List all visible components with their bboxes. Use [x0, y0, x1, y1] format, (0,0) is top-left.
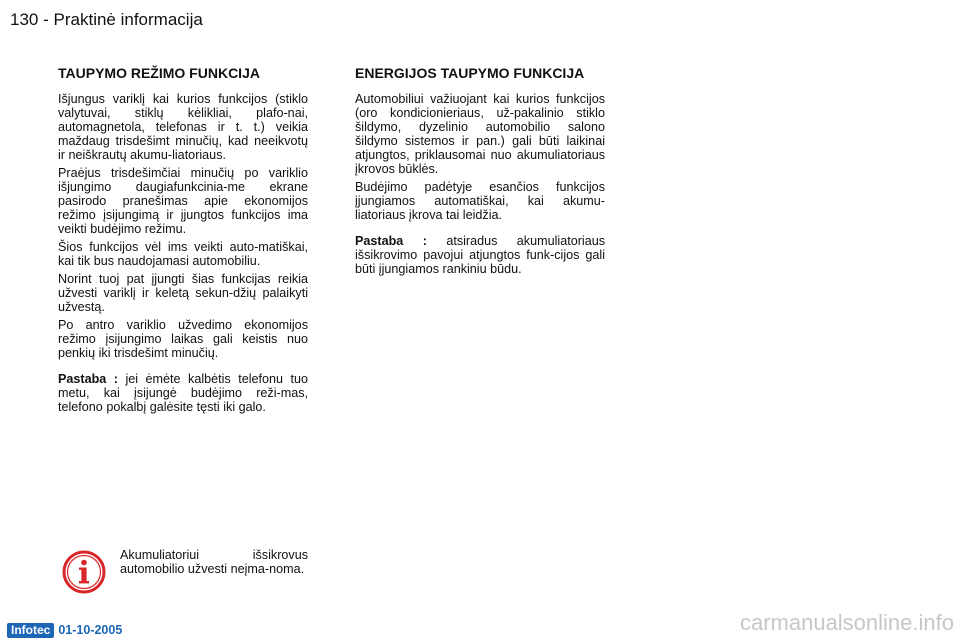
- paragraph: Praėjus trisdešimčiai minučių po variklio išjungimo daugiafunkcinia-me ekrane pasirodo pranešimas apie ekonomijos režimo įsijungimą ir įjungtos funkcijos ima veikti budėjimo režimu.: [58, 166, 308, 236]
- paragraph: Norint tuoj pat įjungti šias funkcijas reikia užvesti variklį ir keletą sekun-džių palaikyti užvestą.: [58, 272, 308, 314]
- note-text: atsiradus akumuliatoriaus išsikrovimo pavojui atjungtos funk-cijos gali būti įjungiamos rankiniu būdu.: [355, 234, 606, 276]
- paragraph: Išjungus variklį kai kurios funkcijos (stiklo valytuvai, stiklų kėlikliai, plafo-nai, automagnetola, telefonas ir t. t.) veikia maždaug trisdešimt minučių, kad neeikvotų ir neiškrautų akumu-liatoriaus.: [58, 92, 308, 162]
- paragraph: Po antro variklio užvedimo ekonomijos režimo įsijungimo laikas gali keistis nuo penkių iki trisdešimt minučių.: [58, 318, 308, 360]
- watermark: carmanualsonline.info: [739, 610, 954, 635]
- section-title-economy-mode: TAUPYMO REŽIMO FUNKCIJA: [58, 65, 260, 81]
- info-text: Akumuliatoriui išsikrovus automobilio užvesti neįma-noma.: [120, 548, 308, 576]
- note-label: Pastaba :: [355, 234, 427, 248]
- left-column: [58, 66, 308, 418]
- header-separator: -: [43, 10, 49, 29]
- footer: [7, 622, 122, 638]
- paragraph: Automobiliui važiuojant kai kurios funkcijos (oro kondicionieriaus, už-pakalinio stiklo šildymo, dyzelinio automobilio salono šildymo sistemos ir pan.) gali būti laikinai atjungtos, priklausomai nuo akumuliatoriaus įkrovos būklės.: [355, 92, 605, 176]
- paragraph: Šios funkcijos vėl ims veikti auto-matiškai, kai tik bus naudojamasi automobiliu.: [58, 240, 308, 268]
- page-number: 130: [10, 10, 39, 29]
- note-text: jei ėmėte kalbėtis telefonu tuo metu, kai įsijungė budėjimo reži-mas, telefono pokalbį galėsite tęsti iki galo.: [58, 372, 309, 414]
- footer-date: 01-10-2005: [58, 623, 123, 637]
- note-paragraph: [58, 372, 308, 414]
- infotec-logo: Infotec: [7, 623, 54, 638]
- info-icon: [62, 550, 106, 594]
- note-label: Pastaba :: [58, 372, 118, 386]
- paragraph: Budėjimo padėtyje esančios funkcijos įjungiamos automatiškai, kai akumu-liatoriaus įkrova tai leidžia.: [355, 180, 605, 222]
- right-column: [355, 66, 605, 280]
- note-paragraph: [355, 234, 605, 276]
- page-title: Praktinė informacija: [53, 10, 203, 29]
- section-title-energy-saving: ENERGIJOS TAUPYMO FUNKCIJA: [355, 65, 585, 81]
- page-header: [10, 10, 203, 30]
